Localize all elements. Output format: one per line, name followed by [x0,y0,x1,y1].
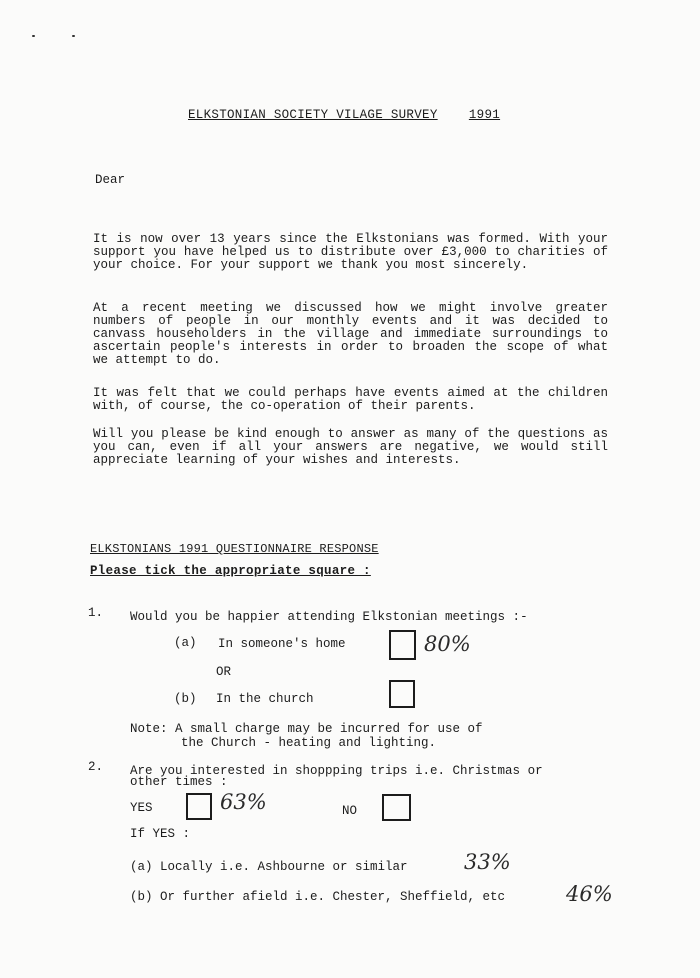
letter-paragraph-2: At a recent meeting we discussed how we might involve greater numbers of people in our monthly events and it was decided to canvass householders in the village and immediate surroundings to ascertain people's interests in order to broaden the scope of what we attempt to do. [93,301,608,367]
q1-option-a-handwritten-result: 80% [424,632,471,656]
salutation: Dear [95,173,126,187]
q2-option-b-handwritten-result: 46% [566,882,613,906]
q1-option-a-label: (a) [174,636,197,650]
questionnaire-title: ELKSTONIANS 1991 QUESTIONNAIRE RESPONSE [90,542,379,556]
q2-question-line-1: Are you interested in shoppping trips i.e. Christmas or [130,764,543,778]
q1-option-a-text: In someone's home [218,637,346,651]
scan-speck [32,35,35,37]
q2-no-label: NO [342,804,358,818]
page-title [188,108,500,122]
questionnaire-instruction: Please tick the appropriate square : [90,564,371,578]
letter-paragraph-4: Will you please be kind enough to answer as many of the questions as you can, even if all your answers are negative, we would still appreciate learning of your wishes and interests. [93,427,608,467]
letter-paragraph-3: It was felt that we could perhaps have events aimed at the children with, of course, the co-operation of their parents. [93,386,608,413]
survey-year: 1991 [468,108,501,122]
q2-if-yes: If YES : [130,827,191,841]
q2-option-a-handwritten-result: 33% [464,850,511,874]
q2-yes-label: YES [130,801,153,815]
q1-note-line-2: the Church - heating and lighting. [181,736,437,750]
letter-paragraph-1: It is now over 13 years since the Elkstonians was formed. With your support you have helped us to distribute over £3,000 to charities of your choice. For your support we thank you most sincerely. [93,232,608,272]
q1-note-line-1: Note: A small charge may be incurred for use of [130,722,483,736]
q1-option-b-text: In the church [216,692,314,706]
q1-question: Would you be happier attending Elkstonian meetings :- [130,610,528,624]
q1-number: 1. [88,606,104,620]
q1-or-text: OR [216,665,232,679]
q2-option-a-text: (a) Locally i.e. Ashbourne or similar [130,860,408,874]
q2-yes-checkbox[interactable] [186,793,212,820]
q2-option-b-text: (b) Or further afield i.e. Chester, Sheffield, etc [130,890,506,904]
q1-option-b-label: (b) [174,692,197,706]
q2-number: 2. [88,760,104,774]
scan-speck [72,35,75,37]
q1-option-a-checkbox[interactable] [389,630,416,660]
q1-option-b-checkbox[interactable] [389,680,415,708]
q2-yes-handwritten-result: 63% [220,790,267,814]
survey-title: ELKSTONIAN SOCIETY VILAGE SURVEY [188,108,438,122]
q2-no-checkbox[interactable] [382,794,411,821]
q2-question-line-2: other times : [130,775,228,789]
